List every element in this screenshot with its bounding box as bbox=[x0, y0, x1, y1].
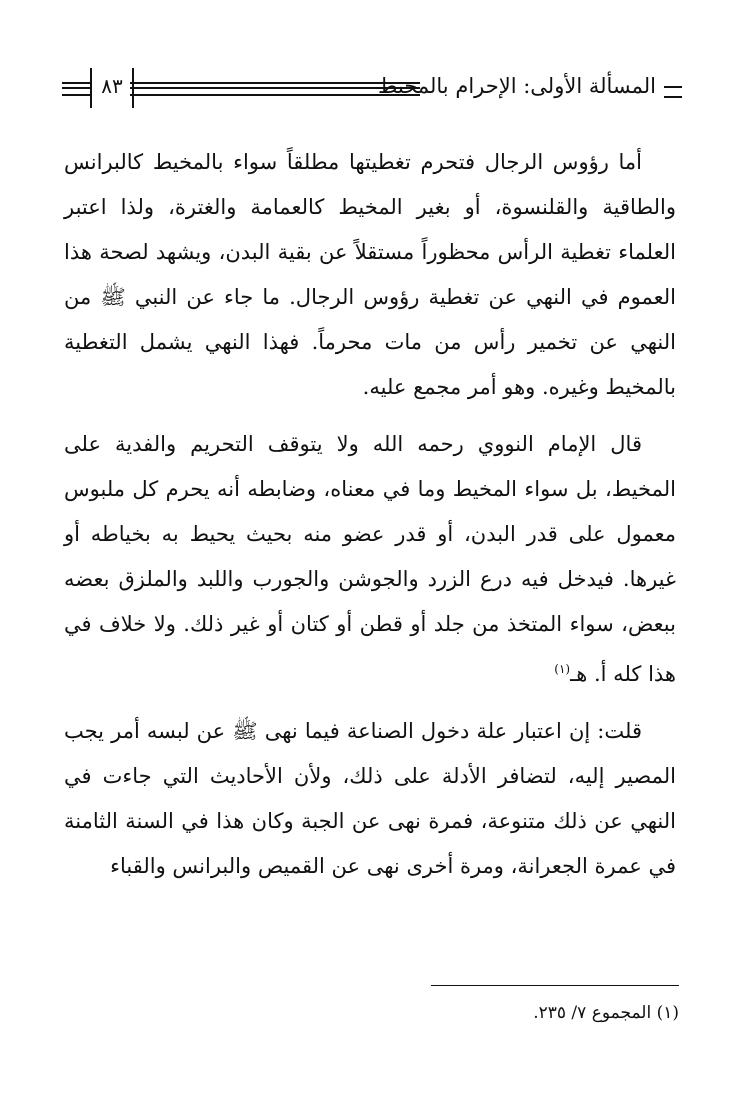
page-number: ٨٣ bbox=[90, 68, 134, 108]
main-text bbox=[64, 140, 676, 901]
header-ornament-left bbox=[62, 82, 90, 96]
paragraph-3 bbox=[64, 709, 676, 889]
footnote: (١) المجموع ٧/ ٢٣٥. bbox=[533, 1003, 679, 1023]
footnote-separator bbox=[431, 985, 679, 986]
paragraph-3-text: قلت: إن اعتبار علة دخول الصناعة فيما نهى ﷺ عن لبسه أمر يجب المصير إليه، لتضافر الأدلة على ذلك، ولأن الأحاديث التي جاءت في النهي عن ذلك متنوعة، فمرة نهى عن الجبة وكان هذا في السنة الثامنة في عمرة الجعرانة، ومرة أخرى نهى عن القميص والبرانس والقباء bbox=[64, 719, 676, 878]
chapter-title: المسألة الأولى: الإحرام بالمخيط bbox=[378, 74, 656, 98]
running-header bbox=[62, 62, 682, 112]
header-ornament-right bbox=[664, 86, 682, 98]
footnote-marker[interactable]: (١) bbox=[554, 662, 571, 676]
paragraph-1 bbox=[64, 140, 676, 410]
paragraph-2 bbox=[64, 422, 676, 697]
header-rule bbox=[130, 82, 420, 96]
paragraph-1-text: أما رؤوس الرجال فتحرم تغطيتها مطلقاً سواء بالمخيط كالبرانس والطاقية والقلنسوة، أو بغير المخيط كالعمامة والغترة، ولذا اعتبر العلماء تغطية الرأس محظوراً مستقلاً عن بقية البدن، ويشهد لصحة هذا العموم في النهي عن تغطية رؤوس الرجال. ما جاء عن النبي ﷺ من النهي عن تخمير رأس من مات محرماً. فهذا النهي يشمل التغطية بالمخيط وغيره. وهو أمر مجمع عليه. bbox=[64, 150, 676, 399]
paragraph-2-text: قال الإمام النووي رحمه الله ولا يتوقف التحريم والفدية على المخيط، بل سواء المخيط وما في معناه، وضابطه أنه يحرم كل ملبوس معمول على قدر البدن، أو قدر عضو منه بحيث يحيط به بخياطه أو غيرها. فيدخل فيه درع الزرد والجوشن والجورب واللبد والملزق بعضه ببعض، سواء المتخذ من جلد أو قطن أو كتان أو غير ذلك. ولا خلاف في هذا كله أ. هـ bbox=[64, 432, 676, 686]
